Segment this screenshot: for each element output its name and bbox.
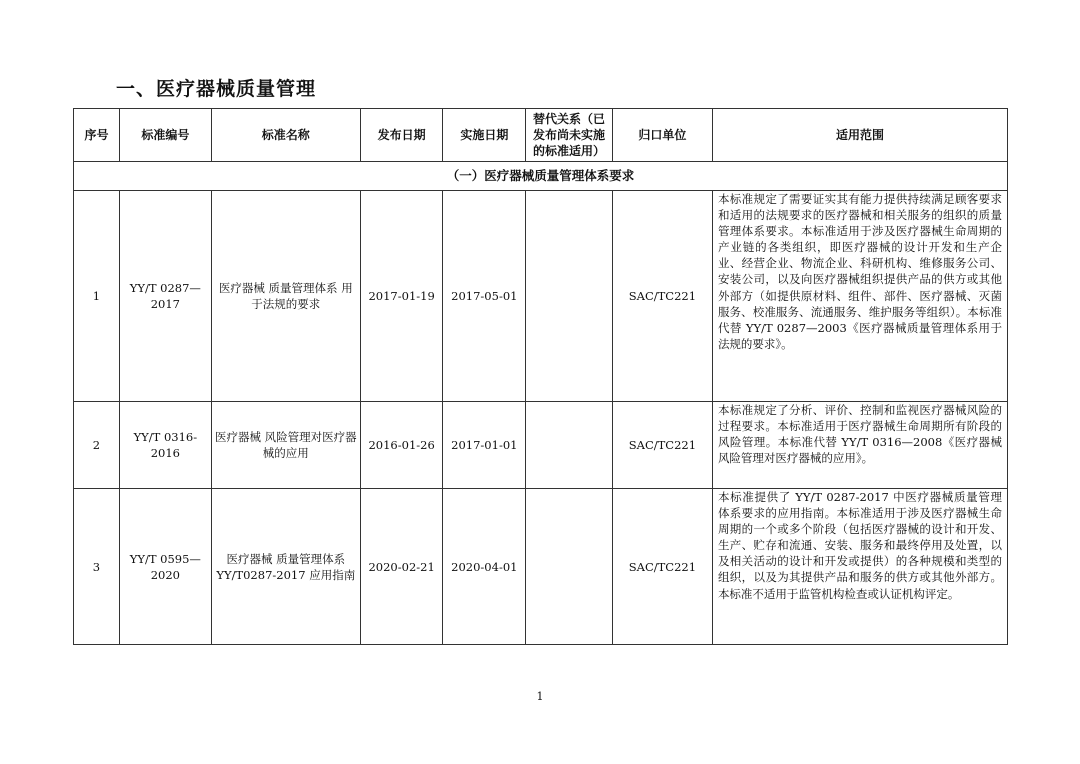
page-heading: 一、医疗器械质量管理 <box>116 78 317 100</box>
cell-published: 2020-02-21 <box>360 489 443 645</box>
col-header-name: 标准名称 <box>211 109 360 162</box>
col-header-scope: 适用范围 <box>712 109 1007 162</box>
cell-unit: SAC/TC221 <box>612 489 712 645</box>
cell-effective: 2017-01-01 <box>443 402 526 489</box>
cell-published: 2017-01-19 <box>360 191 443 402</box>
cell-replacement <box>526 402 613 489</box>
cell-unit: SAC/TC221 <box>612 191 712 402</box>
cell-replacement <box>526 191 613 402</box>
cell-name: 医疗器械 质量管理体系 YY/T0287-2017 应用指南 <box>211 489 360 645</box>
header-row <box>74 109 1008 162</box>
page-number: 1 <box>536 690 544 703</box>
cell-code: YY/T 0316-2016 <box>119 402 211 489</box>
cell-code: YY/T 0287—2017 <box>119 191 211 402</box>
section-row <box>74 162 1008 191</box>
cell-code: YY/T 0595—2020 <box>119 489 211 645</box>
cell-scope: 本标准规定了需要证实其有能力提供持续满足顾客要求和适用的法规要求的医疗器械和相关服务的组织的质量管理体系要求。本标准适用于涉及医疗器械生命周期的产业链的各类组织，即医疗器械的设计开发和生产企业、经营企业、物流企业、科研机构、维修服务公司、安装公司，以及向医疗器械组织提供产品的供方或其他外部方（如提供原材料、组件、部件、医疗器械、灭菌服务、校准服务、流通服务、维护服务等组织）。本标准代替 YY/T 0287—2003《医疗器械质量管理体系用于法规的要求》。 <box>712 191 1007 402</box>
cell-effective: 2020-04-01 <box>443 489 526 645</box>
col-header-effective: 实施日期 <box>443 109 526 162</box>
table-row <box>74 191 1008 402</box>
col-header-replacement: 替代关系（已发布尚未实施的标准适用） <box>526 109 613 162</box>
cell-name: 医疗器械 风险管理对医疗器械的应用 <box>211 402 360 489</box>
col-header-no: 序号 <box>74 109 120 162</box>
cell-replacement <box>526 489 613 645</box>
cell-published: 2016-01-26 <box>360 402 443 489</box>
col-header-published: 发布日期 <box>360 109 443 162</box>
cell-no: 3 <box>74 489 120 645</box>
standards-table <box>73 108 1008 645</box>
table-row <box>74 489 1008 645</box>
cell-no: 2 <box>74 402 120 489</box>
cell-scope: 本标准规定了分析、评价、控制和监视医疗器械风险的过程要求。本标准适用于医疗器械生命周期所有阶段的风险管理。本标准代替 YY/T 0316—2008《医疗器械风险管理对医疗器械的应用》。 <box>712 402 1007 489</box>
section-title: （一）医疗器械质量管理体系要求 <box>74 162 1008 191</box>
cell-name: 医疗器械 质量管理体系 用于法规的要求 <box>211 191 360 402</box>
col-header-unit: 归口单位 <box>612 109 712 162</box>
table-row <box>74 402 1008 489</box>
cell-no: 1 <box>74 191 120 402</box>
cell-effective: 2017-05-01 <box>443 191 526 402</box>
col-header-code: 标准编号 <box>119 109 211 162</box>
cell-unit: SAC/TC221 <box>612 402 712 489</box>
cell-scope: 本标准提供了 YY/T 0287-2017 中医疗器械质量管理体系要求的应用指南。本标准适用于涉及医疗器械生命周期的一个或多个阶段（包括医疗器械的设计和开发、生产、贮存和流通、安装、服务和最终停用及处置，以及相关活动的设计和开发或提供）的各种规模和类型的组织，以及为其提供产品和服务的供方或其他外部方。本标准不适用于监管机构检查或认证机构评定。 <box>712 489 1007 645</box>
